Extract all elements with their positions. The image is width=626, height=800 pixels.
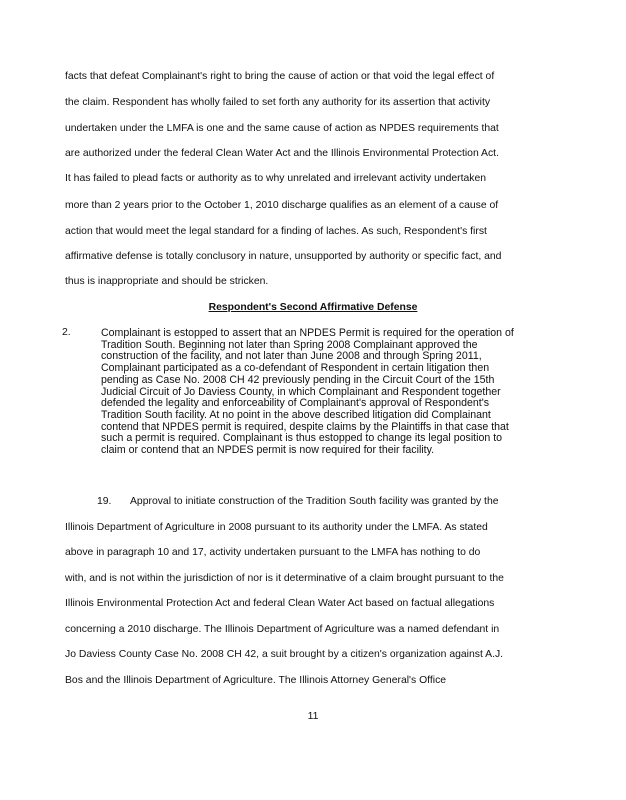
text-line: are authorized under the federal Clean Water Act and the Illinois Environmental Protection Act. — [65, 148, 499, 159]
page-number: 11 — [307, 711, 319, 722]
text-line: the claim. Respondent has wholly failed to set forth any authority for its assertion that activity — [65, 97, 491, 108]
text-line: undertaken under the LMFA is one and the same cause of action as NPDES requirements that — [65, 123, 499, 134]
text-line: Bos and the Illinois Department of Agriculture. The Illinois Attorney General's Office — [65, 674, 447, 686]
text-line: Tradition South facility. At no point in the above described litigation did Complainant — [101, 408, 491, 421]
text-line: above in paragraph 10 and 17, activity undertaken pursuant to the LMFA has nothing to do — [65, 547, 481, 558]
text-line: such a permit is required. Complainant is thus estopped to change its legal position to — [101, 432, 503, 445]
section-heading: Respondent's Second Affirmative Defense — [208, 302, 418, 313]
text-line: Illinois Environmental Protection Act and federal Clean Water Act based on factual allegations — [65, 598, 495, 609]
text-line: concerning a 2010 discharge. The Illinois Department of Agriculture was a named defendant in — [65, 623, 500, 635]
text-line: action that would meet the legal standard for a finding of laches. As such, Respondent's first — [65, 226, 487, 237]
text-line: Judicial Circuit of Jo Daviess County, in which Complainant and Respondent together — [101, 385, 501, 398]
text-line: with, and is not within the jurisdiction of nor is it determinative of a claim brought pursuant to the — [65, 572, 504, 584]
text-line: more than 2 years prior to the October 1, 2010 discharge qualifies as an element of a cause of — [65, 200, 499, 211]
text-line: defended the legality and enforceability of Complainant's approval of Respondent's — [101, 397, 490, 410]
text-line: facts that defeat Complainant's right to bring the cause of action or that void the legal effect of — [65, 71, 495, 82]
text-line: claim or contend that an NPDES permit is now required for their facility. — [101, 444, 435, 456]
text-line: Illinois Department of Agriculture in 2008 pursuant to its authority under the LMFA. As stated — [65, 521, 488, 533]
text-line: thus is inappropriate and should be stricken. — [65, 276, 269, 287]
text-line: Complainant participated as a co-defendant of Respondent in certain litigation then — [101, 362, 490, 375]
text-line: contend that NPDES permit is required, despite claims by the Plaintiffs in that case that — [101, 420, 509, 433]
text-line: pending as Case No. 2008 CH 42 previously pending in the Circuit Court of the 15th — [101, 373, 495, 386]
text-line: Complainant is estopped to assert that an NPDES Permit is required for the operation of — [101, 327, 514, 339]
text-line: Approval to initiate construction of the Tradition South facility was granted by the — [130, 496, 499, 507]
text-line: affirmative defense is totally conclusory in nature, unsupported by authority or specific fact, and — [65, 251, 502, 262]
paragraph-number: 2. — [62, 327, 71, 338]
text-line: It has failed to plead facts or authority as to why unrelated and irrelevant activity undertaken — [65, 173, 487, 184]
text-line: Tradition South. Beginning not later than Spring 2008 Complainant approved the — [101, 338, 478, 351]
text-line: construction of the facility, and not later than June 2008 and through Spring 2011, — [101, 350, 482, 363]
text-line: Jo Daviess County Case No. 2008 CH 42, a suit brought by a citizen's organization against A.J. — [65, 649, 504, 660]
paragraph-number: 19. — [97, 496, 112, 507]
